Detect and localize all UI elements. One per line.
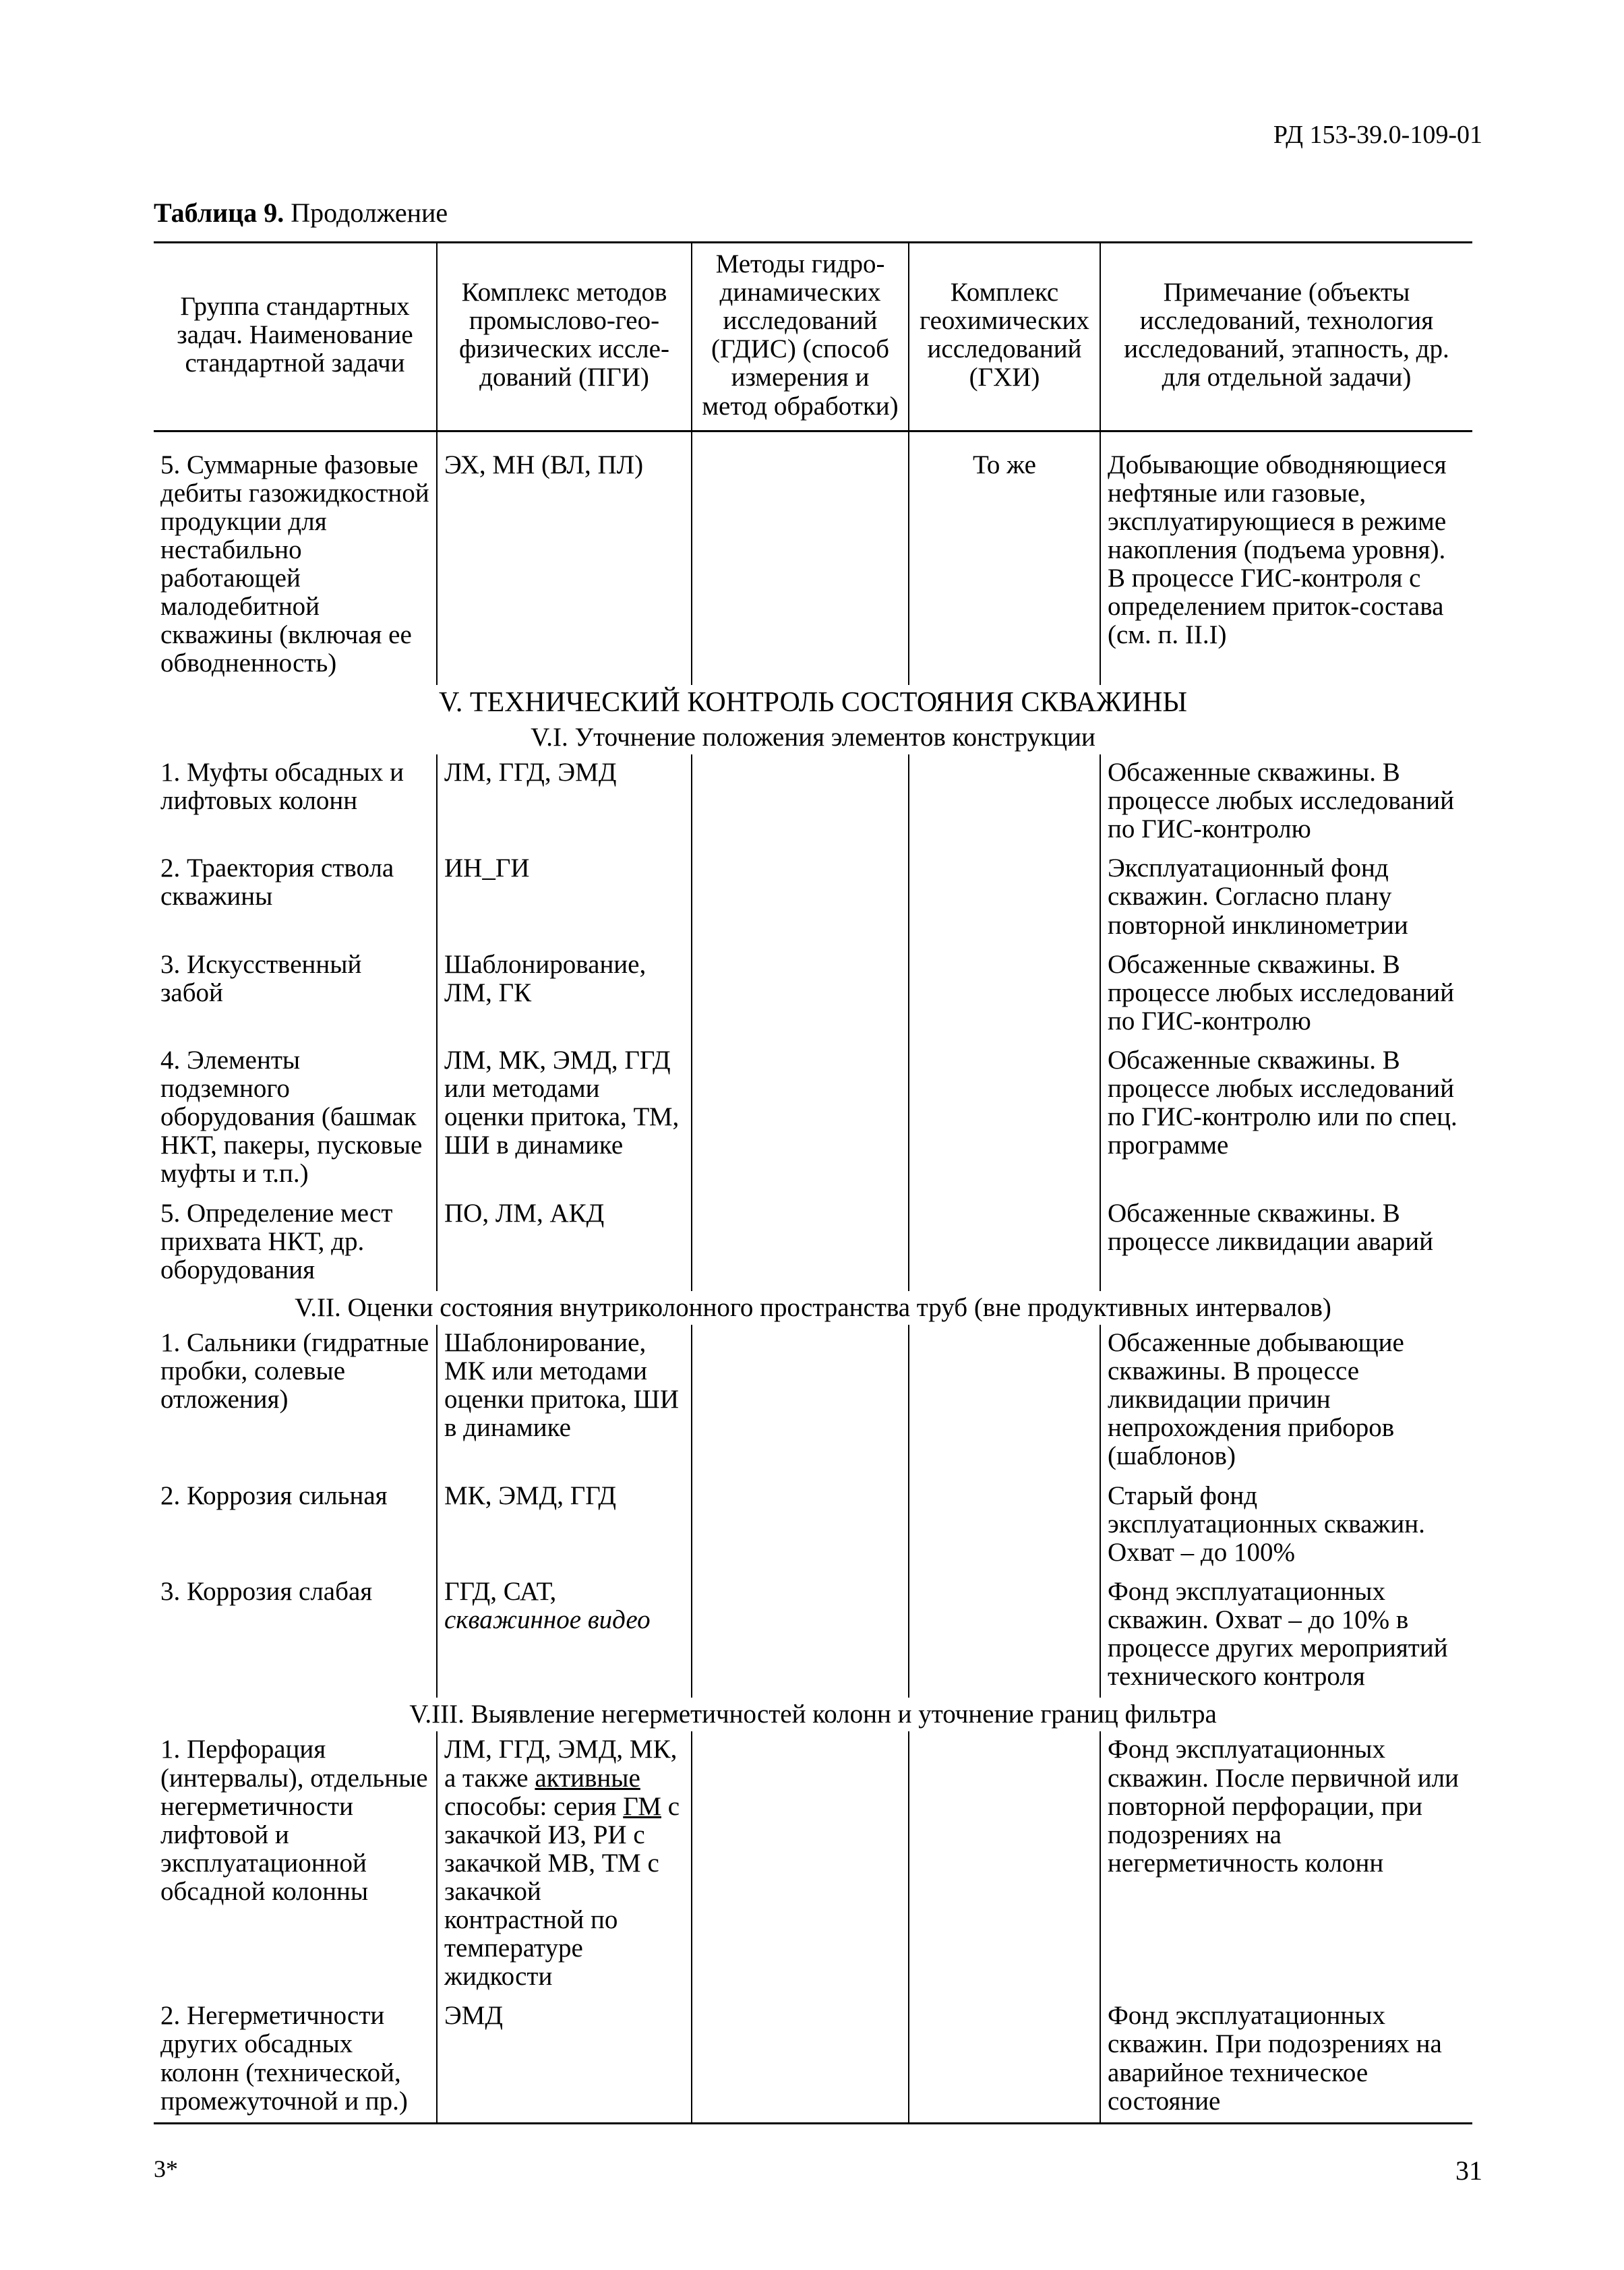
table-row bbox=[154, 754, 1472, 850]
cell-ghi bbox=[909, 1998, 1100, 2123]
cell-task: 5. Определение мест прихвата НКТ, др. оборудования bbox=[160, 1198, 393, 1284]
cell-note: Обсаженные скважины. В процессе любых исследований по ГИС-контролю или по спец. программе bbox=[1100, 1042, 1472, 1195]
column-header-note: Примечание (объекты исследований, технология исследований, этапность, др. для отдельной задачи) bbox=[1100, 243, 1472, 431]
table-header-row bbox=[154, 243, 1472, 431]
cell-task: 5. Суммарные фазовые дебиты газожидкостной продукции для нестабильно работающей малодебитной скважины (включая ее обводненность) bbox=[160, 450, 429, 678]
subsection-heading-v2: V.II. Оценки состояния внутриколонного пространства труб (вне продуктивных интервалов) bbox=[295, 1292, 1331, 1322]
table-caption bbox=[154, 197, 448, 229]
cell-ghi bbox=[909, 1478, 1100, 1574]
cell-pgi-part-a: ЛМ, ГГД, ЭМД, МК, а также bbox=[444, 1735, 678, 1793]
cell-pgi: ЭХ, МН (ВЛ, ПЛ) bbox=[437, 431, 692, 684]
column-header-ghi: Комплекс геохимических исследований (ГХИ) bbox=[909, 243, 1100, 431]
cell-note: Добывающие обводняющиеся нефтяные или газовые, эксплуатирующиеся в режиме накопления (подъема уровня). В процессе ГИС-контроля с определением приток-состава (см. п. II.I) bbox=[1100, 431, 1472, 684]
cell-gdis bbox=[692, 1478, 909, 1574]
table-row bbox=[154, 1195, 1472, 1291]
table-row bbox=[154, 1042, 1472, 1195]
cell-ghi bbox=[909, 754, 1100, 850]
cell-task: 1. Муфты обсадных и лифтовых колонн bbox=[160, 758, 404, 816]
cell-gdis bbox=[692, 431, 909, 684]
cell-pgi: ЭМД bbox=[437, 1998, 692, 2123]
cell-gdis bbox=[692, 1195, 909, 1291]
cell-note: Эксплуатационный фонд скважин. Согласно плану повторной инклинометрии bbox=[1100, 850, 1472, 946]
cell-pgi-part-b: способы: серия bbox=[444, 1791, 624, 1821]
page-number: 31 bbox=[1455, 2155, 1482, 2186]
cell-note: Старый фонд эксплуатационных скважин. Охват – до 100% bbox=[1100, 1478, 1472, 1574]
cell-task: 4. Элементы подземного оборудования (башмак НКТ, пакеры, пусковые муфты и т.п.) bbox=[160, 1045, 423, 1189]
column-header-pgi: Комплекс методов промыслово-гео-физических иссле-дований (ПГИ) bbox=[437, 243, 692, 431]
table-row bbox=[154, 850, 1472, 946]
cell-ghi bbox=[909, 850, 1100, 946]
cell-gdis bbox=[692, 850, 909, 946]
cell-task: 3. Коррозия слабая bbox=[160, 1576, 373, 1606]
cell-note: Фонд эксплуатационных скважин. При подозрениях на аварийное техническое состояние bbox=[1100, 1998, 1472, 2123]
cell-pgi-italic: скважинное видео bbox=[444, 1605, 651, 1634]
cell-note: Обсаженные скважины. В процессе любых исследований по ГИС-контролю bbox=[1100, 947, 1472, 1042]
cell-ghi bbox=[909, 1731, 1100, 1998]
cell-ghi bbox=[909, 1574, 1100, 1698]
subsection-heading-row bbox=[154, 1698, 1472, 1731]
cell-pgi: ИН_ГИ bbox=[437, 850, 692, 946]
cell-task: 2. Коррозия сильная bbox=[160, 1481, 388, 1510]
cell-gdis bbox=[692, 947, 909, 1042]
cell-pgi: ПО, ЛМ, АКД bbox=[437, 1195, 692, 1291]
cell-pgi-underlined-active: активные bbox=[535, 1763, 640, 1793]
section-heading-row bbox=[154, 685, 1472, 721]
section-heading: V. ТЕХНИЧЕСКИЙ КОНТРОЛЬ СОСТОЯНИЯ СКВАЖИНЫ bbox=[439, 686, 1187, 718]
column-header-gdis: Методы гидро-динамических исследований (ГДИС) (способ измерения и метод обработки) bbox=[692, 243, 909, 431]
cell-ghi bbox=[909, 1042, 1100, 1195]
cell-gdis bbox=[692, 1731, 909, 1998]
cell-note: Обсаженные добывающие скважины. В процессе ликвидации причин непрохождения приборов (шаблонов) bbox=[1100, 1325, 1472, 1478]
cell-pgi bbox=[437, 1731, 692, 1998]
column-header-task: Группа стандартных задач. Наименование стандартной задачи bbox=[177, 292, 413, 378]
cell-pgi-plain: ГГД, САТ, bbox=[444, 1576, 557, 1606]
cell-ghi: То же bbox=[909, 431, 1100, 684]
footer-signature-mark: 3* bbox=[154, 2155, 178, 2182]
cell-pgi bbox=[437, 1574, 692, 1698]
cell-task: 3. Искусственный забой bbox=[160, 949, 362, 1007]
cell-pgi-underlined-gm: ГМ bbox=[623, 1791, 661, 1821]
subsection-heading-v1: V.I. Уточнение положения элементов конструкции bbox=[531, 722, 1095, 752]
cell-note: Обсаженные скважины. В процессе ликвидации аварий bbox=[1100, 1195, 1472, 1291]
cell-gdis bbox=[692, 754, 909, 850]
table-row bbox=[154, 1998, 1472, 2123]
cell-gdis bbox=[692, 1042, 909, 1195]
cell-ghi bbox=[909, 947, 1100, 1042]
cell-pgi: ЛМ, МК, ЭМД, ГГД или методами оценки притока, ТМ, ШИ в динамике bbox=[437, 1042, 692, 1195]
cell-pgi: МК, ЭМД, ГГД bbox=[437, 1478, 692, 1574]
document-code: РД 153-39.0-109-01 bbox=[1273, 121, 1482, 149]
cell-ghi bbox=[909, 1195, 1100, 1291]
table-caption-text: Продолжение bbox=[291, 198, 448, 228]
subsection-heading-row bbox=[154, 721, 1472, 754]
cell-task: 1. Сальники (гидратные пробки, солевые отложения) bbox=[160, 1327, 429, 1414]
cell-note: Обсаженные скважины. В процессе любых исследований по ГИС-контролю bbox=[1100, 754, 1472, 850]
cell-ghi bbox=[909, 1325, 1100, 1478]
table-row bbox=[154, 1731, 1472, 1998]
cell-note: Фонд эксплуатационных скважин. Охват – до 10% в процессе других мероприятий технического контроля bbox=[1100, 1574, 1472, 1698]
cell-gdis bbox=[692, 1325, 909, 1478]
table-row bbox=[154, 1574, 1472, 1698]
cell-pgi-part-c: с закачкой ИЗ, РИ с закачкой МВ, ТМ с закачкой контрастной по температуре жидкости bbox=[444, 1791, 680, 1992]
cell-task: 2. Негерметичности других обсадных колонн (технической, промежуточной и пр.) bbox=[160, 2001, 408, 2116]
cell-pgi: Шаблонирование, ЛМ, ГК bbox=[437, 947, 692, 1042]
cell-task: 1. Перфорация (интервалы), отдельные негерметичности лифтовой и эксплуатационной обсадной колонны bbox=[160, 1735, 428, 1906]
cell-note: Фонд эксплуатационных скважин. После первичной или повторной перфорации, при подозрениях на негерметичность колонн bbox=[1100, 1731, 1472, 1998]
cell-gdis bbox=[692, 1998, 909, 2123]
table-row bbox=[154, 947, 1472, 1042]
table-9 bbox=[154, 241, 1472, 2124]
cell-pgi: Шаблонирование, МК или методами оценки притока, ШИ в динамике bbox=[437, 1325, 692, 1478]
cell-pgi: ЛМ, ГГД, ЭМД bbox=[437, 754, 692, 850]
table-caption-label: Таблица 9. bbox=[154, 198, 284, 228]
table-row bbox=[154, 1325, 1472, 1478]
subsection-heading-v3: V.III. Выявление негерметичностей колонн и уточнение границ фильтра bbox=[409, 1700, 1217, 1729]
table-row bbox=[154, 1478, 1472, 1574]
cell-task: 2. Траектория ствола скважины bbox=[160, 854, 394, 912]
cell-gdis bbox=[692, 1574, 909, 1698]
table-row bbox=[154, 431, 1472, 684]
subsection-heading-row bbox=[154, 1291, 1472, 1325]
